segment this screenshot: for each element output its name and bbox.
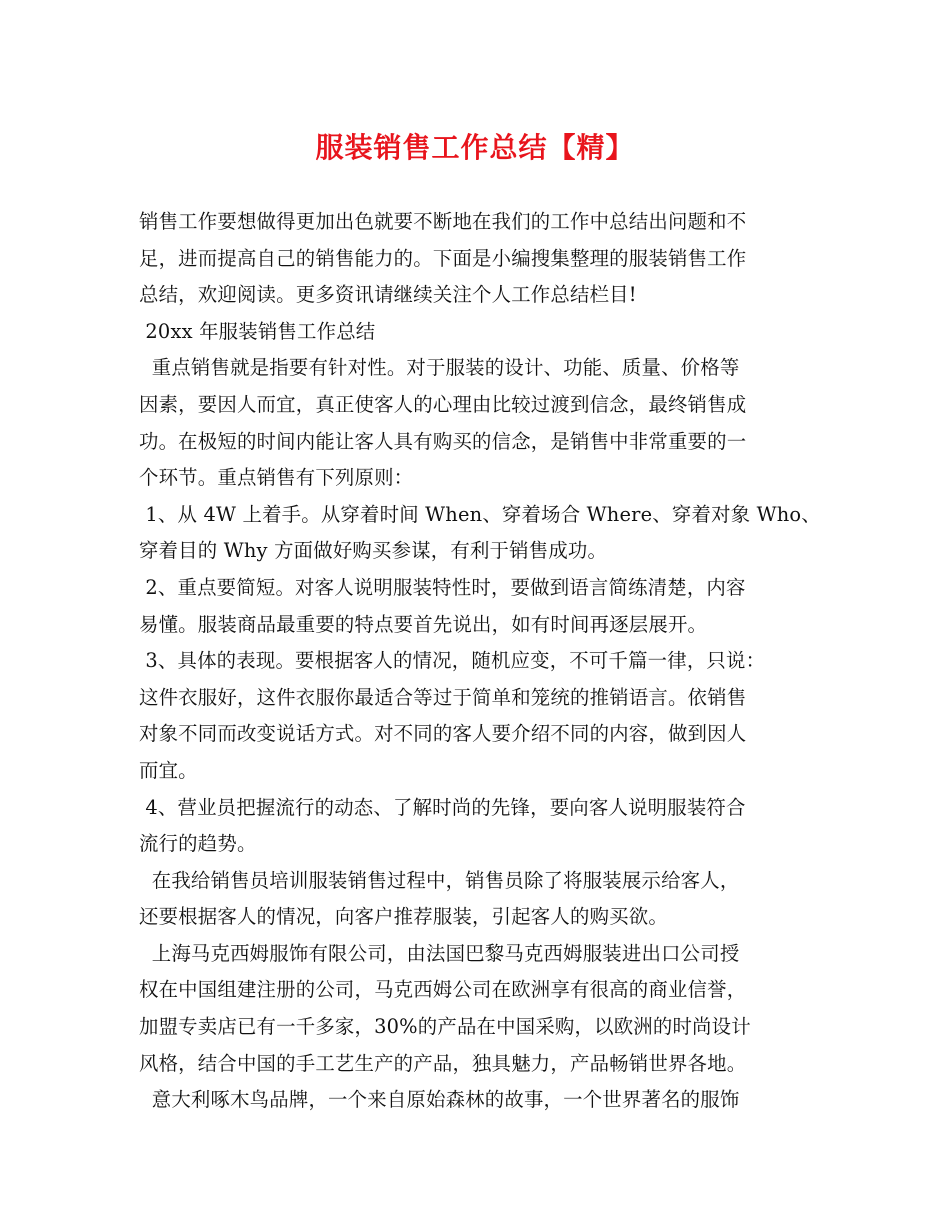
text-line: 风格，结合中国的手工艺生产的产品，独具魅力，产品畅销世界各地。 — [139, 1051, 747, 1075]
section-heading: 20xx 年服装销售工作总结 — [139, 319, 376, 343]
list-item-line: 2、重点要简短。对客人说明服装特性时，要做到语言简练清楚，内容 — [139, 575, 746, 599]
document-title: 服装销售工作总结【精】 — [315, 131, 635, 164]
list-item-line: 1、从 4W 上着手。从穿着时间 When、穿着场合 Where、穿着对象 Who、 — [139, 502, 821, 526]
list-item-line: 4、营业员把握流行的动态、了解时尚的先锋，要向客人说明服装符合 — [139, 795, 746, 819]
text-line: 销售工作要想做得更加出色就要不断地在我们的工作中总结出问题和不 — [139, 210, 747, 233]
text-line: 上海马克西姆服饰有限公司，由法国巴黎马克西姆服装进出口公司授 — [139, 941, 740, 965]
text-line: 个环节。重点销售有下列原则： — [139, 466, 414, 490]
text-line: 总结，欢迎阅读。更多资讯请继续关注个人工作总结栏目! — [139, 283, 637, 307]
text-line: 流行的趋势。 — [139, 832, 257, 856]
text-line: 还要根据客人的情况，向客户推荐服装，引起客人的购买欲。 — [139, 905, 668, 929]
list-item-line: 3、具体的表现。要根据客人的情况，随机应变，不可千篇一律，只说： — [139, 649, 766, 673]
text-line: 足，进而提高自己的销售能力的。下面是小编搜集整理的服装销售工作 — [139, 246, 747, 270]
text-line: 对象不同而改变说话方式。对不同的客人要介绍不同的内容，做到因人 — [139, 722, 747, 746]
text-line: 穿着目的 Why 方面做好购买参谋，有利于销售成功。 — [139, 539, 608, 563]
text-line: 而宜。 — [139, 758, 198, 782]
text-line: 易懂。服装商品最重要的特点要首先说出，如有时间再逐层展开。 — [139, 612, 708, 636]
text-line: 功。在极短的时间内能让客人具有购买的信念，是销售中非常重要的一 — [139, 429, 747, 453]
text-line: 这件衣服好，这件衣服你最适合等过于简单和笼统的推销语言。依销售 — [139, 685, 747, 709]
document-body — [139, 204, 829, 1119]
text-line: 权在中国组建注册的公司，马克西姆公司在欧洲享有很高的商业信誉， — [139, 978, 747, 1002]
text-line: 因素，要因人而宜，真正使客人的心理由比较过渡到信念，最终销售成 — [139, 392, 747, 416]
text-line: 加盟专卖店已有一千多家，30%的产品在中国采购，以欧洲的时尚设计 — [139, 1015, 751, 1039]
text-line: 在我给销售员培训服装销售过程中，销售员除了将服装展示给客人， — [139, 868, 740, 892]
text-line: 重点销售就是指要有针对性。对于服装的设计、功能、质量、价格等 — [139, 356, 740, 380]
text-line: 意大利啄木鸟品牌，一个来自原始森林的故事，一个世界著名的服饰 — [139, 1088, 740, 1112]
